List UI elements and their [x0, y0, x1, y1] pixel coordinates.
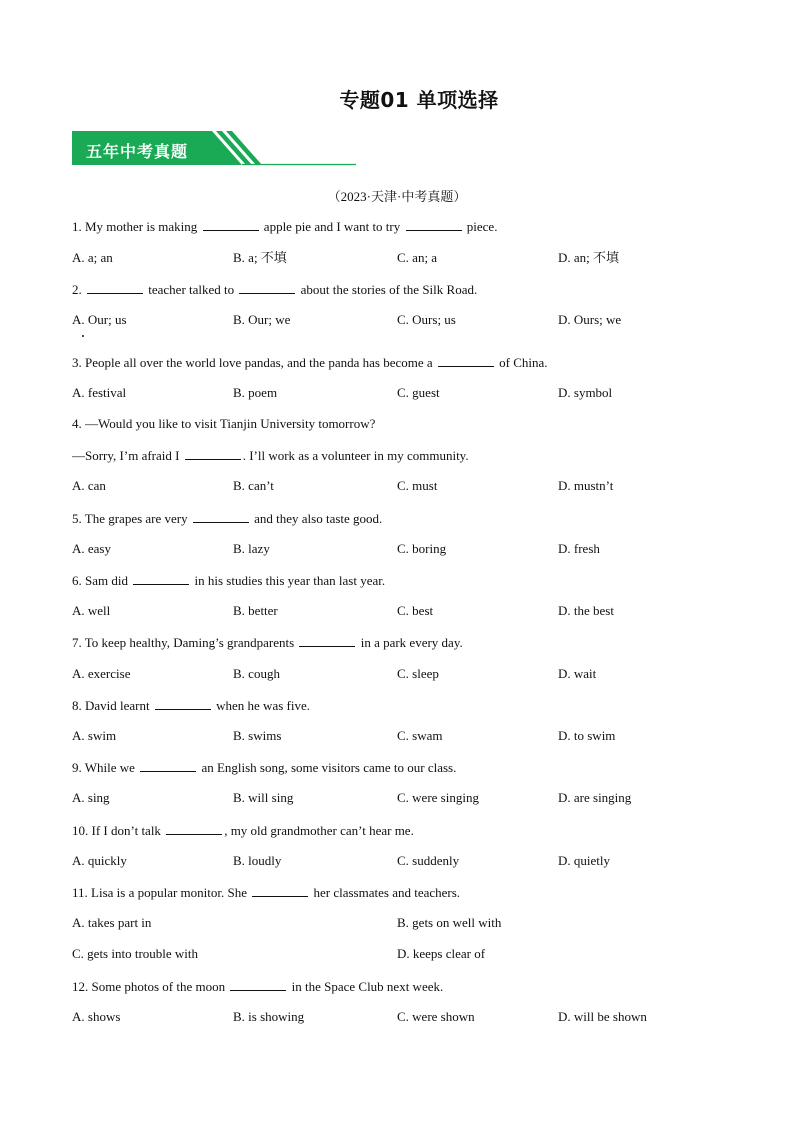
- question-1-option-c: C. an; a: [397, 250, 438, 265]
- answer-blank: [406, 218, 462, 231]
- answer-blank: [155, 697, 211, 710]
- question-1-option-d: D. an; 不填: [558, 250, 620, 265]
- question-8-option-c: C. swam: [397, 728, 443, 743]
- question-1-stem: 1. My mother is making apple pie and I want to try piece.: [72, 219, 498, 234]
- question-4-option-c: C. must: [397, 478, 438, 493]
- answer-blank: [239, 281, 295, 294]
- answer-blank: [140, 759, 196, 772]
- question-7-option-c: C. sleep: [397, 666, 439, 681]
- answer-blank: [438, 354, 494, 367]
- question-3-option-a: A. festival: [72, 385, 127, 400]
- question-6-option-d: D. the best: [558, 603, 614, 618]
- question-2-option-c: C. Ours; us: [397, 312, 456, 327]
- question-3-option-d: D. symbol: [558, 385, 613, 400]
- question-12-option-d: D. will be shown: [558, 1009, 647, 1024]
- question-2-stem: 2. teacher talked to about the stories of the Silk Road.: [72, 282, 478, 297]
- question-11-option-b: B. gets on well with: [397, 915, 502, 930]
- question-11-option-a: A. takes part in: [72, 915, 152, 930]
- question-1-option-b: B. a; 不填: [233, 250, 287, 265]
- question-7-option-a: A. exercise: [72, 666, 131, 681]
- question-2-option-a: A. Our; us: [72, 312, 127, 327]
- question-8-option-a: A. swim: [72, 728, 117, 743]
- question-3-stem: 3. People all over the world love pandas, and the panda has become a of China.: [72, 355, 548, 370]
- question-6-option-a: A. well: [72, 603, 111, 618]
- question-6-option-c: C. best: [397, 603, 434, 618]
- question-8-option-d: D. to swim: [558, 728, 616, 743]
- question-11-stem: 11. Lisa is a popular monitor. She her classmates and teachers.: [72, 885, 461, 900]
- answer-blank: [252, 884, 308, 897]
- question-4-option-b: B. can’t: [233, 478, 274, 493]
- answer-blank: [185, 447, 241, 460]
- question-11-option-d: D. keeps clear of: [397, 946, 486, 961]
- question-3-option-c: C. guest: [397, 385, 440, 400]
- answer-blank: [87, 281, 143, 294]
- question-4-stem: 4. —Would you like to visit Tianjin University tomorrow?: [72, 416, 376, 431]
- section-banner-label: 五年中考真题: [86, 142, 189, 161]
- question-4-option-a: A. can: [72, 478, 106, 493]
- answer-blank: [193, 510, 249, 523]
- question-source: （2023·天津·中考真题）: [327, 189, 467, 204]
- answer-blank: [203, 218, 259, 231]
- question-5-option-d: D. fresh: [558, 541, 600, 556]
- stray-dot-mark: [82, 335, 84, 337]
- question-6-option-b: B. better: [233, 603, 278, 618]
- question-9-option-b: B. will sing: [233, 790, 294, 805]
- question-2-option-d: D. Ours; we: [558, 312, 622, 327]
- question-9-option-a: A. sing: [72, 790, 110, 805]
- question-5-option-a: A. easy: [72, 541, 111, 556]
- question-12-stem: 12. Some photos of the moon in the Space Club next week.: [72, 979, 444, 994]
- question-11-option-c: C. gets into trouble with: [72, 946, 199, 961]
- question-10-option-d: D. quietly: [558, 853, 610, 868]
- question-12-option-b: B. is showing: [233, 1009, 305, 1024]
- question-8-option-b: B. swims: [233, 728, 282, 743]
- question-8-stem: 8. David learnt when he was five.: [72, 698, 310, 713]
- question-2-option-b: B. Our; we: [233, 312, 291, 327]
- answer-blank: [166, 822, 222, 835]
- question-3-option-b: B. poem: [233, 385, 278, 400]
- question-7-option-b: B. cough: [233, 666, 280, 681]
- question-1-option-a: A. a; an: [72, 250, 113, 265]
- question-10-option-b: B. loudly: [233, 853, 282, 868]
- question-10-stem: 10. If I don’t talk , my old grandmother can’t hear me.: [72, 823, 414, 838]
- question-12-option-a: A. shows: [72, 1009, 121, 1024]
- question-12-option-c: C. were shown: [397, 1009, 475, 1024]
- question-4-option-d: D. mustn’t: [558, 478, 614, 493]
- page-title: 专题01 单项选择: [339, 88, 499, 112]
- question-9-option-d: D. are singing: [558, 790, 632, 805]
- answer-blank: [299, 634, 355, 647]
- question-9-stem: 9. While we an English song, some visitors came to our class.: [72, 760, 457, 775]
- question-9-option-c: C. were singing: [397, 790, 479, 805]
- question-7-option-d: D. wait: [558, 666, 597, 681]
- answer-blank: [230, 978, 286, 991]
- question-5-option-c: C. boring: [397, 541, 447, 556]
- question-10-option-a: A. quickly: [72, 853, 127, 868]
- question-7-stem: 7. To keep healthy, Daming’s grandparents in a park every day.: [72, 635, 463, 650]
- question-5-option-b: B. lazy: [233, 541, 270, 556]
- question-5-stem: 5. The grapes are very and they also taste good.: [72, 511, 383, 526]
- question-10-option-c: C. suddenly: [397, 853, 460, 868]
- question-6-stem: 6. Sam did in his studies this year than last year.: [72, 573, 386, 588]
- answer-blank: [133, 572, 189, 585]
- question-4-response: —Sorry, I’m afraid I . I’ll work as a volunteer in my community.: [72, 448, 469, 463]
